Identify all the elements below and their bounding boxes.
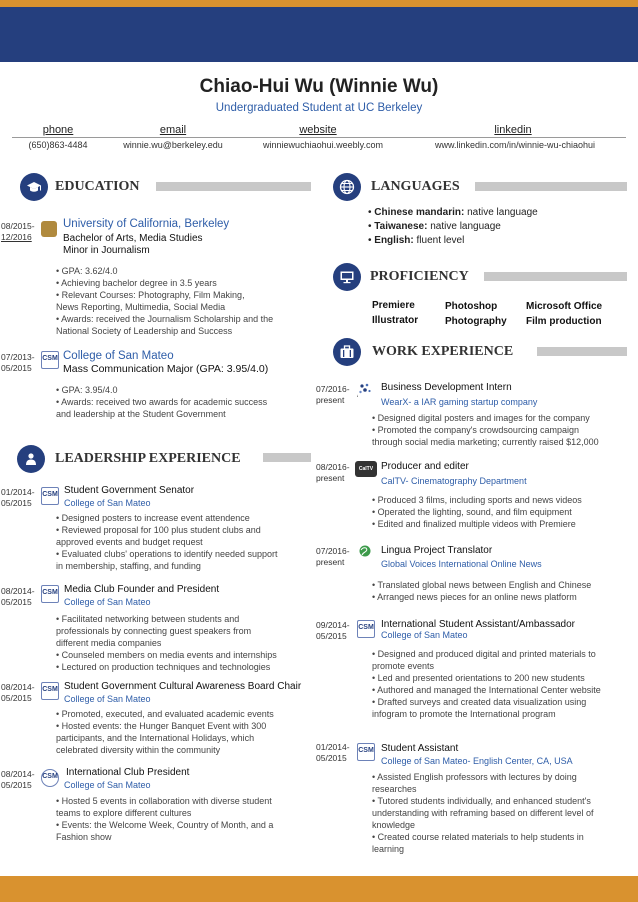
edu1-minor: Minor in Journalism — [63, 245, 150, 256]
contact-label-phone: phone — [42, 124, 74, 136]
languages-title: LANGUAGES — [371, 179, 460, 194]
proficiency-title: PROFICIENCY — [370, 269, 469, 284]
work4-role: International Student Assistant/Ambassador — [381, 619, 576, 630]
csm-logo-icon: CSM — [41, 351, 59, 369]
contact-divider — [12, 137, 626, 138]
work4-bullets: • Designed and produced digital and printed materials to promote events • Led and presented orientations to 200 new students • Authored and managed the International Center website • Drafted surveys and created data visualization using infogram to promote the International program — [372, 649, 601, 719]
languages-title-bar — [475, 182, 627, 191]
languages-list: • Chinese mandarin: native language • Taiwanese: native language • English: fluent level — [368, 207, 538, 246]
work5-date: 01/2014- 05/2015 — [316, 742, 350, 763]
contact-website[interactable]: winniewuchiaohui.weebly.com — [263, 140, 383, 150]
global-voices-logo-icon — [357, 544, 373, 560]
work2-org: CalTV- Cinematography Department — [381, 476, 527, 486]
work3-org: Global Voices International Online News — [381, 559, 542, 569]
candidate-name: Chiao-Hui Wu (Winnie Wu) — [199, 76, 439, 97]
contact-linkedin[interactable]: www.linkedin.com/in/winnie-wu-chiaohui — [434, 140, 596, 150]
lead1-date: 01/2014- 05/2015 — [1, 487, 35, 508]
contact-label-linkedin: linkedin — [494, 124, 532, 136]
graduation-cap-icon — [20, 173, 48, 201]
leadership-title: LEADERSHIP EXPERIENCE — [55, 451, 241, 466]
edu1-bullets: • GPA: 3.62/4.0 • Achieving bachelor degree in 3.5 years • Relevant Courses: Photography, Film Making, News Reporting, Multimedia, Social Media • Awards: received the Journalism Scholarship and the National Society of Leadership and Success — [56, 266, 274, 336]
lead4-role: International Club President — [66, 767, 190, 778]
work3-bullets: • Translated global news between English and Chinese • Arranged news pieces for an online news platform — [372, 580, 592, 602]
edu2-degree: Mass Communication Major (GPA: 3.95/4.0) — [63, 363, 269, 375]
work5-role: Student Assistant — [381, 743, 459, 754]
edu1-date: 08/2015- 12/2016 — [1, 221, 35, 242]
proficiency-title-bar — [484, 272, 627, 281]
lead4-date: 08/2014- 05/2015 — [1, 769, 35, 790]
lead3-role: Student Government Cultural Awareness Board Chair — [64, 681, 302, 692]
work-title: WORK EXPERIENCE — [372, 344, 514, 359]
education-title: EDUCATION — [55, 179, 140, 194]
skills-col-2: Photoshop Photography — [445, 301, 507, 327]
edu1-degree: Bachelor of Arts, Media Studies — [63, 233, 203, 244]
edu1-school: University of California, Berkeley — [63, 218, 230, 230]
lead3-org: College of San Mateo — [64, 694, 151, 704]
candidate-subtitle: Undergraduated Student at UC Berkeley — [215, 102, 423, 114]
skills-col-1: Premiere Illustrator — [372, 300, 419, 326]
caltv-logo-icon: CalTV — [355, 461, 377, 477]
lead1-org: College of San Mateo — [64, 498, 151, 508]
work2-date: 08/2016- present — [316, 462, 350, 483]
briefcase-icon — [333, 338, 361, 366]
work5-org: College of San Mateo- English Center, CA, USA — [381, 756, 573, 766]
header-banner — [0, 7, 638, 62]
lead4-bullets: • Hosted 5 events in collaboration with diverse student teams to explore different cultures • Events: the Welcome Week, Country of Month, and a Fashion show — [56, 796, 274, 842]
lead3-date: 08/2014- 05/2015 — [1, 682, 35, 703]
work4-date: 09/2014- 05/2015 — [316, 620, 350, 641]
work1-org: WearX- a IAR gaming startup company — [381, 397, 538, 407]
work1-bullets: • Designed digital posters and images for the company • Promoted the company's crowdsourcing campaign through social media marketing; currently raised $12,000 — [372, 413, 599, 447]
edu2-bullets: • GPA: 3.95/4.0 • Awards: received two awards for academic success and leadership at the Student Government — [56, 385, 268, 419]
work3-date: 07/2016- present — [316, 546, 350, 567]
work2-role: Producer and editer — [381, 461, 469, 472]
contact-email[interactable]: winnie.wu@berkeley.edu — [123, 140, 223, 150]
work1-date: 07/2016- present — [316, 384, 350, 405]
work4-org: College of San Mateo — [381, 630, 468, 640]
leadership-title-bar — [263, 453, 311, 462]
lead2-date: 08/2014- 05/2015 — [1, 586, 35, 607]
skills-col-3: Microsoft Office Film production — [526, 301, 603, 327]
edu2-date: 07/2013- 05/2015 — [1, 352, 35, 373]
lead2-org: College of San Mateo — [64, 597, 151, 607]
contact-label-website: website — [299, 124, 337, 136]
work1-role: Business Development Intern — [381, 382, 512, 393]
monitor-icon — [333, 263, 361, 291]
uc-berkeley-seal-icon — [41, 221, 57, 237]
top-accent-bar — [0, 0, 638, 7]
lead2-role: Media Club Founder and President — [64, 584, 220, 595]
wearx-logo-icon — [357, 381, 373, 397]
csm-logo-icon: CSM — [357, 743, 375, 761]
lead4-org: College of San Mateo — [64, 780, 151, 790]
work-title-bar — [537, 347, 627, 356]
lead1-bullets: • Designed posters to increase event attendence • Reviewed proposal for 100 plus student clubs and approved events and budget request • Evaluated clubs' operations to identify needed support in membership, staffing, and funding — [56, 513, 278, 571]
work5-bullets: • Assisted English professors with lectures by doing researches • Tutored students individually, and enhanced student's understanding with reframing based on different level of knowledge • Created course related materials to help students in learning — [372, 772, 594, 854]
people-icon — [17, 445, 45, 473]
work2-bullets: • Produced 3 films, including sports and news videos • Operated the lighting, sound, and film equipment • Edited and finalized multiple videos with Premiere — [372, 495, 582, 529]
csm-logo-icon: CSM — [41, 769, 59, 787]
education-title-bar — [156, 182, 311, 191]
contact-phone: (650)863-4484 — [28, 140, 88, 150]
edu2-school: College of San Mateo — [63, 350, 174, 362]
lead1-role: Student Government Senator — [64, 485, 195, 496]
csm-logo-icon: CSM — [41, 585, 59, 603]
csm-logo-icon: CSM — [41, 487, 59, 505]
csm-logo-icon: CSM — [41, 682, 59, 700]
csm-logo-icon: CSM — [357, 620, 375, 638]
footer-accent-bar — [0, 876, 638, 902]
globe-icon — [333, 173, 361, 201]
lead3-bullets: • Promoted, executed, and evaluated academic events • Hosted events: the Hunger Banquet Event with 300 participants, and the International Holidays, which celebrated diversity within the community — [56, 709, 274, 755]
lead2-bullets: • Facilitated networking between students and professionals by connecting guest speakers from different media companies • Counseled members on media events and internships • Lectured on production techniques and technologies — [56, 614, 277, 672]
contact-label-email: email — [159, 124, 187, 136]
work3-role: Lingua Project Translator — [381, 545, 493, 556]
